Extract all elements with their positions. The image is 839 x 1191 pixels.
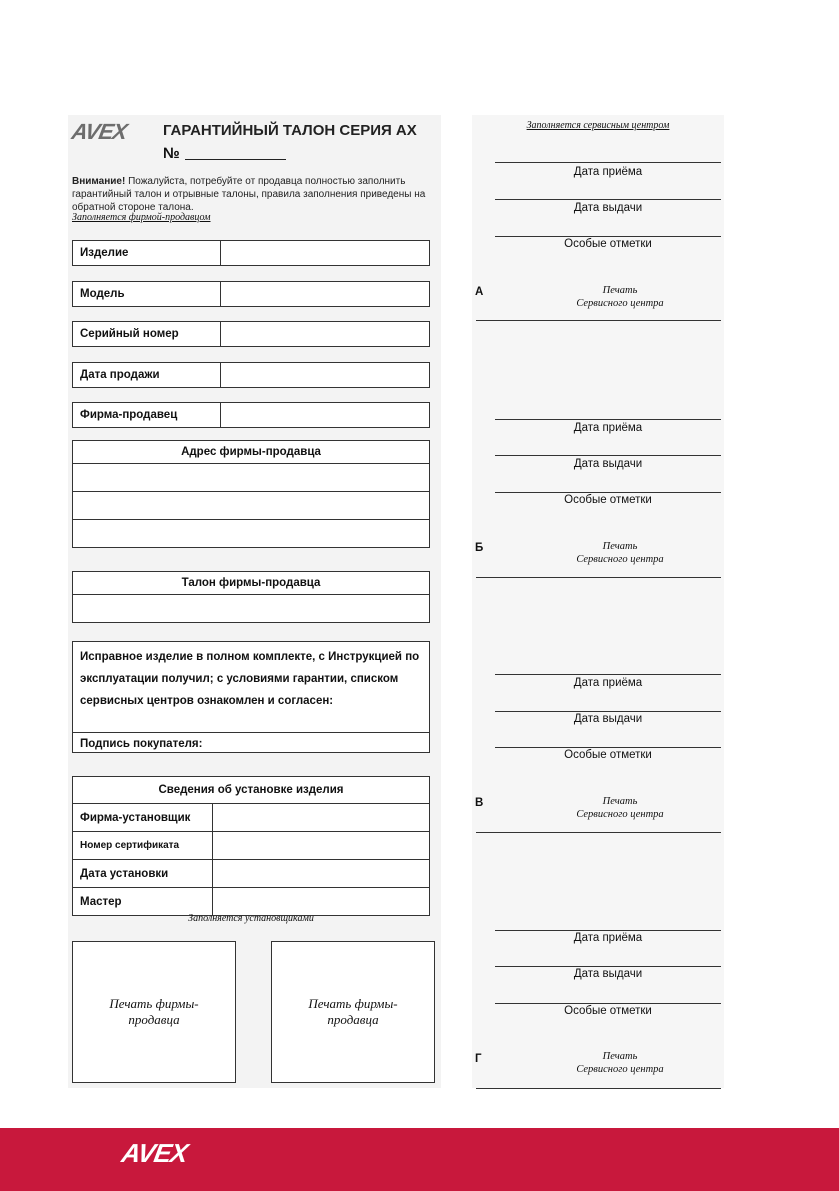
field-value[interactable] — [221, 282, 429, 306]
buyer-signature-label[interactable]: Подпись покупателя: — [80, 738, 203, 750]
coupon-g-letter: Г — [475, 1053, 482, 1065]
stamp-line-2: Сервисного центра — [576, 809, 664, 820]
footer-avex-logo: AVEX — [119, 1138, 190, 1168]
field-model — [72, 281, 430, 307]
divider — [495, 930, 721, 931]
installation-label: Номер сертификата — [73, 832, 213, 859]
notice — [72, 175, 432, 214]
coupon-g-remarks-label[interactable]: Особые отметки — [564, 1005, 652, 1017]
coupon-cut-line — [476, 320, 721, 321]
divider — [495, 419, 721, 420]
seller-stamp-text: Печать фирмы-продавца — [109, 996, 199, 1027]
divider — [495, 236, 721, 237]
serial-number-line[interactable] — [185, 159, 286, 160]
field-label: Модель — [73, 282, 221, 306]
installation-row-certificate — [73, 832, 429, 860]
coupon-b-letter: Б — [475, 542, 484, 554]
coupon-cut-line — [476, 577, 721, 578]
coupon-a-received-label[interactable]: Дата приёма — [573, 166, 643, 178]
coupon-g-received-label[interactable]: Дата приёма — [573, 932, 643, 944]
divider — [495, 747, 721, 748]
stamp-line-2: Сервисного центра — [576, 554, 664, 565]
installation-label: Фирма-установщик — [73, 804, 213, 831]
coupon-v-letter: В — [475, 797, 484, 809]
divider — [495, 162, 721, 163]
filled-by-installers-note: Заполняется установщиками — [188, 913, 314, 924]
seller-stamp-text: Печать фирмы-продавца — [308, 996, 398, 1027]
installation-box — [72, 776, 430, 916]
coupon-a-letter: А — [475, 286, 484, 298]
field-label: Серийный номер — [73, 322, 221, 346]
stamp-line-2: Сервисного центра — [576, 1064, 664, 1075]
divider — [495, 455, 721, 456]
field-sale-date — [72, 362, 430, 388]
divider — [495, 199, 721, 200]
filled-by-seller-note: Заполняется фирмой-продавцом — [72, 212, 211, 223]
divider — [495, 1003, 721, 1004]
seller-address-header: Адрес фирмы-продавца — [73, 441, 429, 464]
installation-label: Дата установки — [73, 860, 213, 887]
coupon-g-stamp — [540, 1050, 700, 1076]
notice-bold: Внимание! — [72, 176, 126, 187]
seller-address-line[interactable] — [73, 464, 429, 492]
field-label: Фирма-продавец — [73, 403, 221, 427]
seller-stamp-right — [271, 941, 435, 1083]
installation-row-installer — [73, 804, 429, 832]
stamp-line-2: Сервисного центра — [576, 298, 664, 309]
divider — [495, 492, 721, 493]
field-seller — [72, 402, 430, 428]
coupon-v-stamp — [540, 795, 700, 821]
divider — [495, 674, 721, 675]
page-title: ГАРАНТИЙНЫЙ ТАЛОН СЕРИЯ AX — [163, 122, 417, 139]
field-value[interactable] — [221, 363, 429, 387]
buyer-agreement-box — [72, 641, 430, 753]
stamp-line-1: Печать — [602, 541, 638, 552]
seller-coupon-header: Талон фирмы-продавца — [73, 572, 429, 595]
coupon-v-received-label[interactable]: Дата приёма — [573, 677, 643, 689]
stamp-line-1: Печать — [602, 1051, 638, 1062]
field-value[interactable] — [221, 403, 429, 427]
buyer-agreement-text: Исправное изделие в полном комплекте, с Инструкцией по эксплуатации получил; с условиями гарантии, списком сервисных центров ознакомлен и согласен: — [73, 642, 429, 733]
seller-address-line[interactable] — [73, 520, 429, 547]
seller-stamp-left — [72, 941, 236, 1083]
coupon-v-issued-label[interactable]: Дата выдачи — [573, 713, 643, 725]
avex-logo: AVEX — [69, 119, 129, 144]
coupon-b-issued-label[interactable]: Дата выдачи — [573, 458, 643, 470]
installation-value[interactable] — [213, 888, 429, 915]
coupon-b-remarks-label[interactable]: Особые отметки — [564, 494, 652, 506]
coupon-cut-line — [476, 832, 721, 833]
divider — [495, 711, 721, 712]
installation-header: Сведения об установке изделия — [73, 777, 429, 804]
field-label: Изделие — [73, 241, 221, 265]
stamp-line-1: Печать — [602, 796, 638, 807]
installation-row-master — [73, 888, 429, 915]
installation-value[interactable] — [213, 804, 429, 831]
coupon-a-remarks-label[interactable]: Особые отметки — [564, 238, 652, 250]
coupon-g-issued-label[interactable]: Дата выдачи — [573, 968, 643, 980]
field-value[interactable] — [221, 322, 429, 346]
seller-coupon-line[interactable] — [73, 595, 429, 622]
installation-label: Мастер — [73, 888, 213, 915]
coupon-b-stamp — [540, 540, 700, 566]
coupon-b-received-label[interactable]: Дата приёма — [573, 422, 643, 434]
field-label: Дата продажи — [73, 363, 221, 387]
notice-text: Пожалуйста, потребуйте от продавца полностью заполнить гарантийный талон и отрывные талоны, правила заполнения приведены на обратной стороне талона. — [72, 176, 426, 213]
installation-value[interactable] — [213, 832, 429, 859]
coupon-a-issued-label[interactable]: Дата выдачи — [573, 202, 643, 214]
installation-value[interactable] — [213, 860, 429, 887]
filled-by-service-note: Заполняется сервисным центром — [526, 120, 670, 131]
coupon-v-remarks-label[interactable]: Особые отметки — [564, 749, 652, 761]
installation-row-date — [73, 860, 429, 888]
divider — [495, 966, 721, 967]
seller-address-line[interactable] — [73, 492, 429, 520]
seller-coupon-box — [72, 571, 430, 623]
field-product — [72, 240, 430, 266]
field-value[interactable] — [221, 241, 429, 265]
coupon-cut-line — [476, 1088, 721, 1089]
seller-address-box — [72, 440, 430, 548]
stamp-line-1: Печать — [602, 285, 638, 296]
field-serial-number — [72, 321, 430, 347]
serial-number-label: № — [163, 145, 180, 162]
coupon-a-stamp — [540, 284, 700, 310]
